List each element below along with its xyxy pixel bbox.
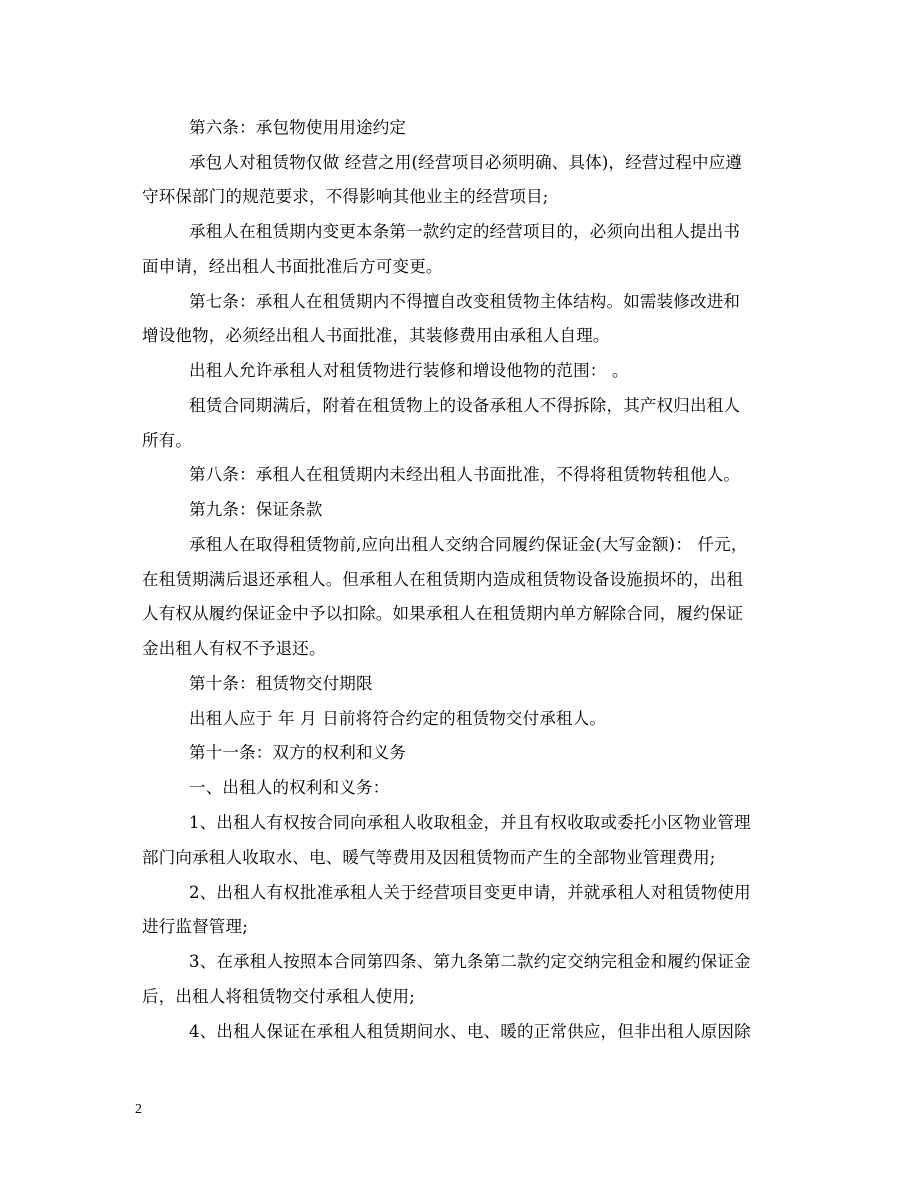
article-9-heading: 第九条：保证条款 — [189, 500, 323, 519]
paragraph-line: 承租人在租赁期内变更本条第一款约定的经营项目的，必须向出租人提出书 — [189, 222, 741, 241]
list-item-line: 3、在承租人按照本合同第四条、第九条第二款约定交纳完租金和履约保证金 — [189, 952, 751, 971]
paragraph-line: 租赁合同期满后，附着在租赁物上的设备承租人不得拆除，其产权归出租人 — [189, 396, 741, 415]
list-item-line: 1、出租人有权按合同向承租人收取租金，并且有权收取或委托小区物业管理 — [189, 813, 751, 832]
paragraph-line: 面申请，经出租人书面批准后方可变更。 — [142, 257, 443, 276]
article-11-heading: 第十一条：双方的权利和义务 — [189, 743, 407, 762]
list-item-line: 2、出租人有权批准承租人关于经营项目变更申请，并就承租人对租赁物使用 — [189, 883, 751, 902]
article-7-line: 第七条：承租人在租赁期内不得擅自改变租赁物主体结构。如需装修改进和 — [189, 292, 741, 311]
paragraph-line: 承租人在取得租赁物前,应向出租人交纳合同履约保证金(大写金额)： 仟元， — [189, 535, 748, 554]
paragraph-line: 守环保部门的规范要求，不得影响其他业主的经营项目; — [142, 187, 549, 206]
paragraph-line: 金出租人有权不予退还。 — [142, 639, 326, 658]
paragraph-line: 出租人允许承租人对租赁物进行装修和增设他物的范围： 。 — [189, 361, 629, 380]
paragraph-line: 承包人对租赁物仅做 经营之用(经营项目必须明确、具体)，经营过程中应遵 — [189, 153, 743, 172]
article-10-heading: 第十条：租赁物交付期限 — [189, 674, 373, 693]
list-item-line: 进行监督管理; — [142, 917, 248, 936]
article-6-heading: 第六条：承包物使用用途约定 — [189, 118, 407, 137]
list-item-line: 部门向承租人收取水、电、暖气等费用及因租赁物而产生的全部物业管理费用; — [142, 848, 716, 867]
paragraph-line: 人有权从履约保证金中予以扣除。如果承租人在租赁期内单方解除合同，履约保证 — [142, 604, 744, 623]
article-8-line: 第八条：承租人在租赁期内未经出租人书面批准，不得将租赁物转租他人。 — [189, 465, 741, 484]
paragraph-line: 增设他物，必须经出租人书面批准，其装修费用由承租人自理。 — [142, 326, 610, 345]
list-item-line: 4、出租人保证在承租人租赁期间水、电、暖的正常供应，但非出租人原因除 — [189, 1022, 751, 1041]
section-heading: 一、出租人的权利和义务： — [189, 778, 390, 797]
list-item-line: 后，出租人将租赁物交付承租人使用; — [142, 987, 415, 1006]
paragraph-line: 所有。 — [142, 431, 193, 450]
paragraph-line: 出租人应于 年 月 日前将符合约定的租赁物交付承租人。 — [189, 709, 607, 728]
paragraph-line: 在租赁期满后退还承租人。但承租人在租赁期内造成租赁物设备设施损坏的，出租 — [142, 570, 744, 589]
page-number: 2 — [135, 1102, 142, 1117]
